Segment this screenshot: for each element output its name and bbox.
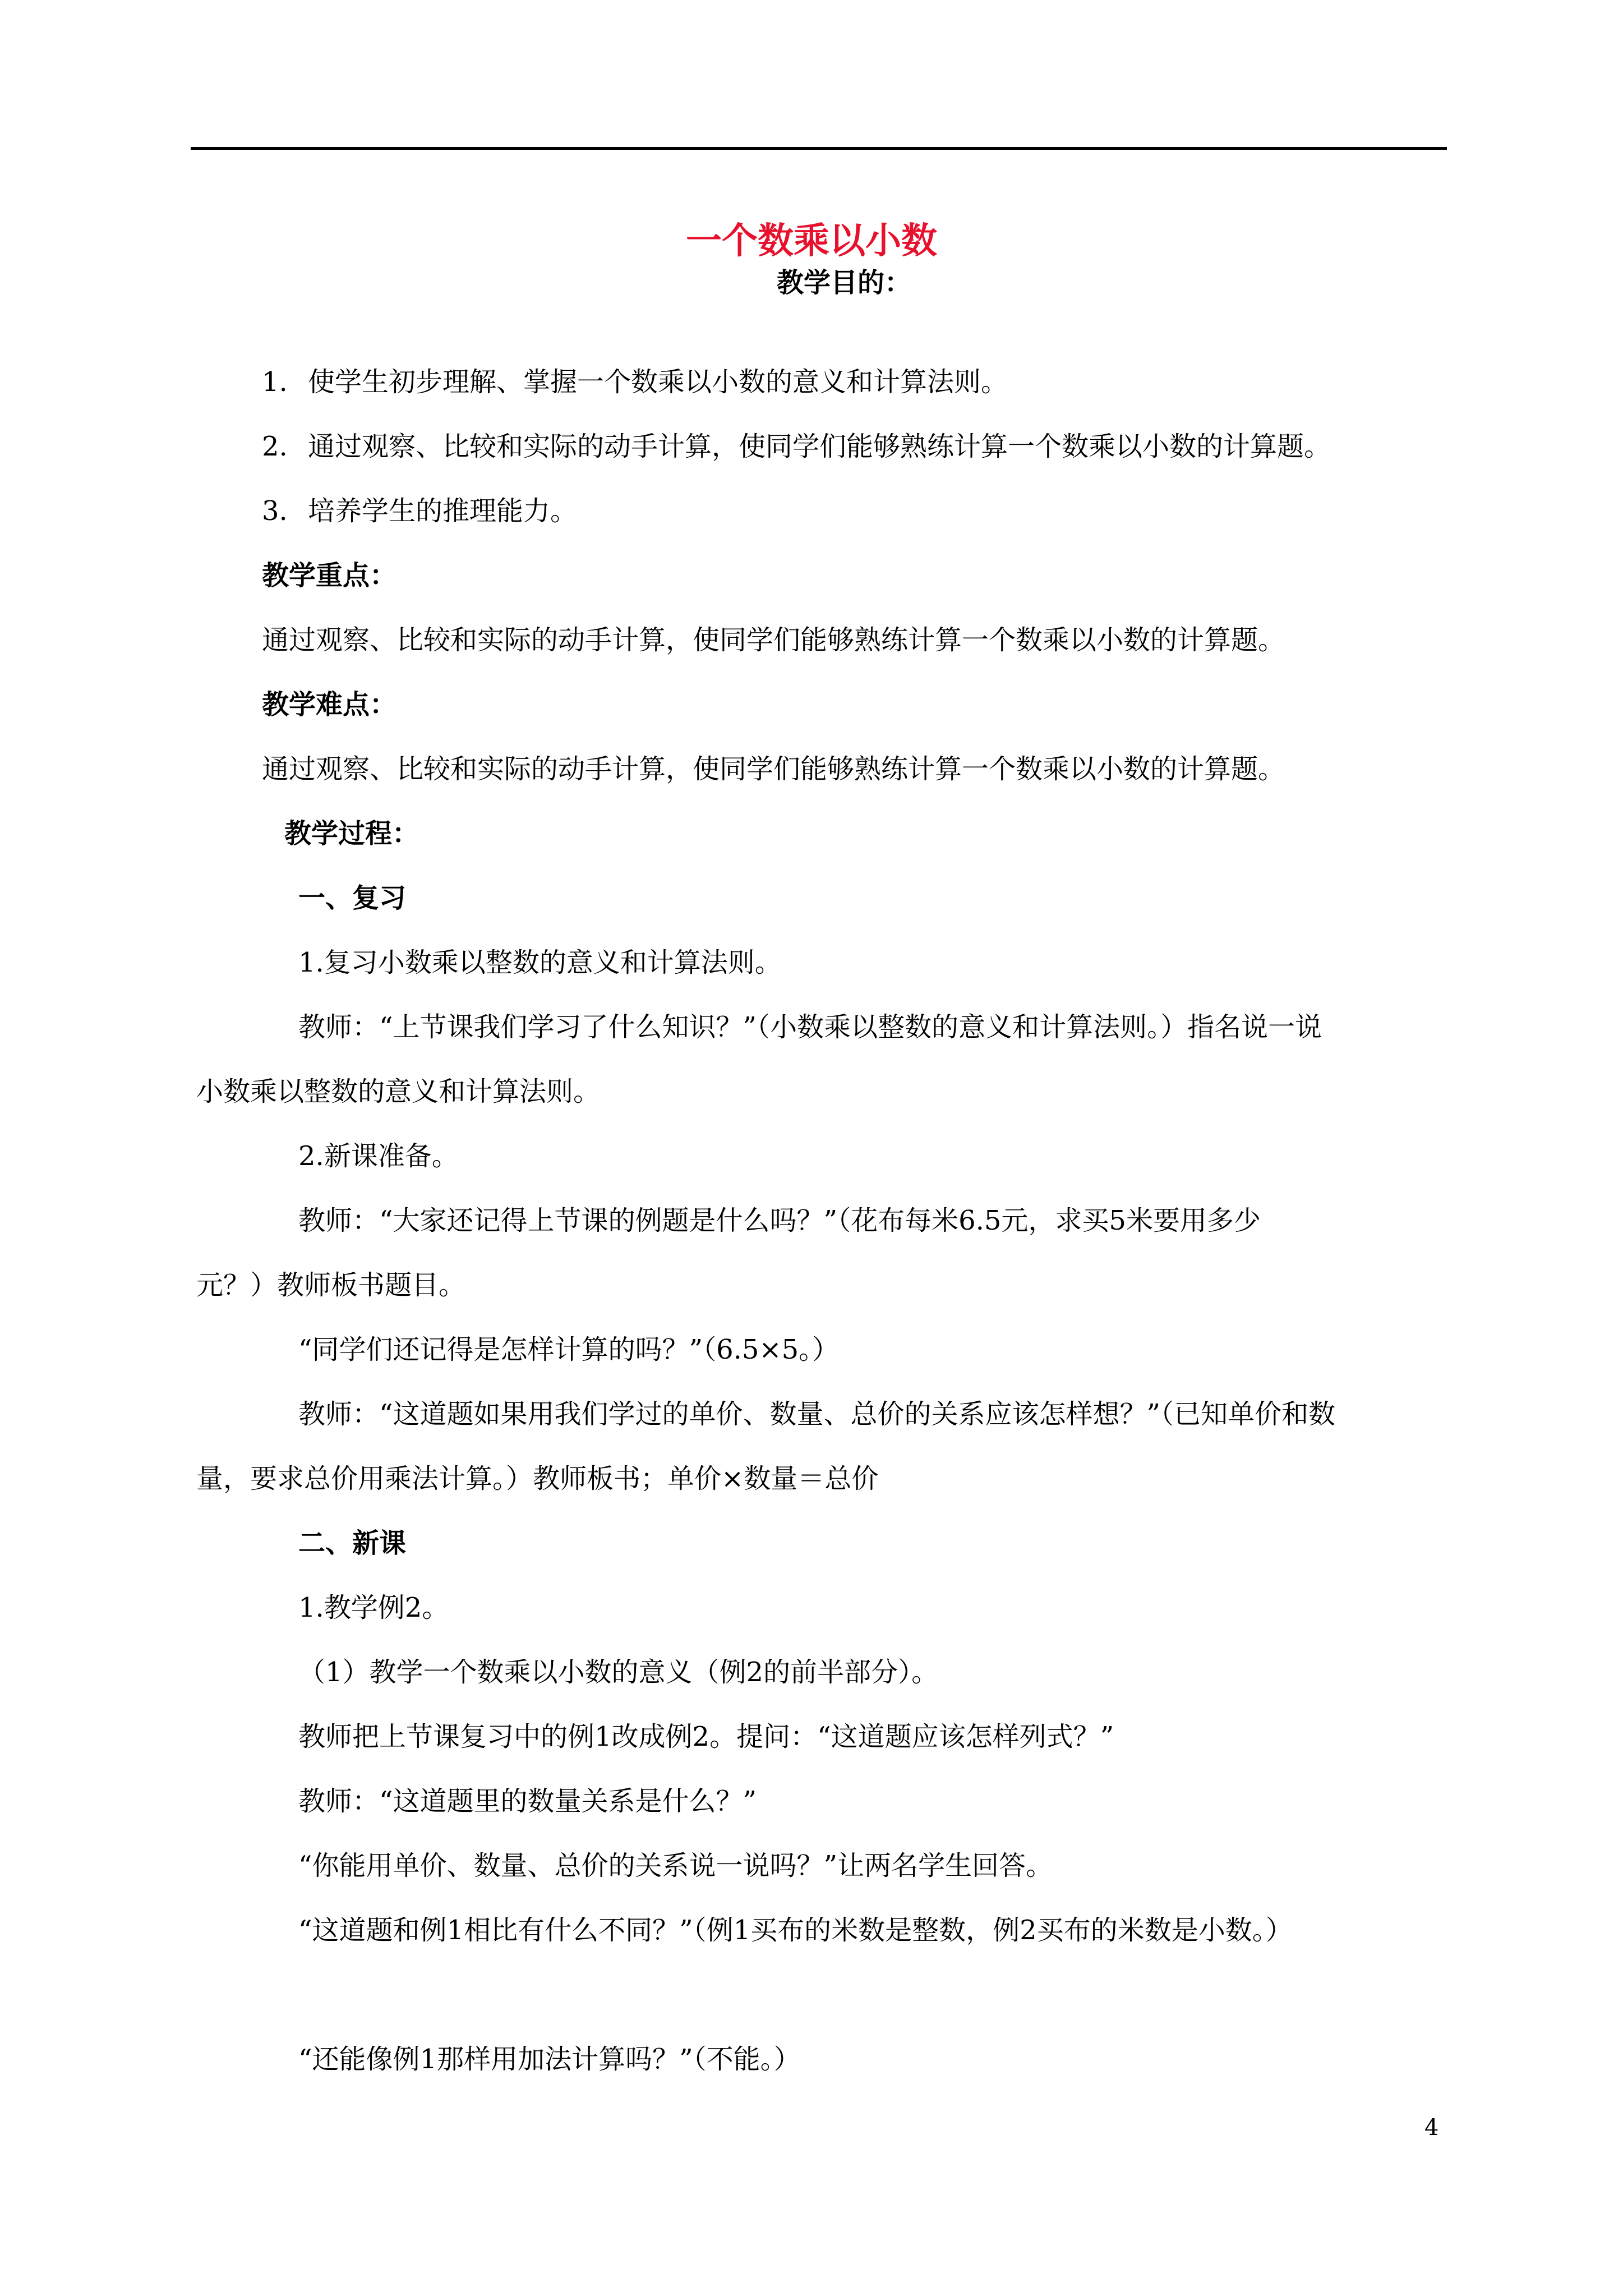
objective-item (262, 363, 1008, 401)
new-lesson-item-1: 1.教学例2。 (298, 1592, 449, 1623)
process-heading: 教学过程： (284, 818, 419, 849)
review-teacher-2-line-1: 教师：“大家还记得上节课的例题是什么吗？”（花布每米6.5元，求买5米要用多少 (298, 1205, 1261, 1236)
new-lesson-line-5: “还能像例1那样用加法计算吗？”（不能。） (298, 2044, 801, 2075)
key-point-heading: 教学重点： (262, 560, 397, 591)
objective-text: 通过观察、比较和实际的动手计算，使同学们能够熟练计算一个数乘以小数的计算题。 (308, 431, 1331, 462)
difficulty-heading: 教学难点： (262, 689, 397, 720)
review-teacher-1-line-2: 小数乘以整数的意义和计算法则。 (196, 1076, 601, 1107)
review-teacher-1-line-1: 教师：“上节课我们学习了什么知识？”（小数乘以整数的意义和计算法则。）指名说一说 (298, 1011, 1322, 1043)
objectives-heading: 教学目的： (777, 267, 912, 298)
review-heading: 一、复习 (298, 882, 407, 914)
review-item-2: 2.新课准备。 (298, 1140, 459, 1172)
objective-number: 3. (262, 495, 288, 527)
document-title: 一个数乘以小数 (686, 220, 937, 262)
objective-text: 培养学生的推理能力。 (308, 495, 578, 527)
objective-number: 1. (262, 366, 288, 398)
review-teacher-2-line-2: 元？）教师板书题目。 (196, 1269, 466, 1301)
new-lesson-line-3: “你能用单价、数量、总价的关系说一说吗？”让两名学生回答。 (298, 1850, 1053, 1881)
key-point-text: 通过观察、比较和实际的动手计算，使同学们能够熟练计算一个数乘以小数的计算题。 (262, 624, 1285, 656)
objective-number: 2. (262, 431, 288, 462)
review-teacher-3-line-2: 量，要求总价用乘法计算。）教师板书；单价×数量＝总价 (196, 1463, 879, 1494)
difficulty-text: 通过观察、比较和实际的动手计算，使同学们能够熟练计算一个数乘以小数的计算题。 (262, 753, 1285, 785)
new-lesson-line-2: 教师：“这道题里的数量关系是什么？” (298, 1786, 757, 1817)
new-lesson-heading: 二、新课 (298, 1527, 407, 1559)
review-item-1: 1.复习小数乘以整数的意义和计算法则。 (298, 947, 782, 978)
review-teacher-3-line-1: 教师：“这道题如果用我们学过的单价、数量、总价的关系应该怎样想？”（已知单价和数 (298, 1398, 1336, 1430)
objective-item (262, 427, 1331, 466)
new-lesson-line-4: “这道题和例1相比有什么不同？”（例1买布的米数是整数，例2买布的米数是小数。） (298, 1915, 1293, 1946)
review-question: “同学们还记得是怎样计算的吗？”（6.5×5。） (298, 1334, 840, 1365)
new-lesson-line-1: 教师把上节课复习中的例1改成例2。提问：“这道题应该怎样列式？” (298, 1721, 1114, 1752)
objective-text: 使学生初步理解、掌握一个数乘以小数的意义和计算法则。 (308, 366, 1008, 398)
page-number: 4 (1424, 2115, 1439, 2141)
new-lesson-sub-1: （1）教学一个数乘以小数的意义（例2的前半部分）。 (298, 1657, 939, 1688)
objective-item (262, 492, 577, 530)
header-rule (191, 147, 1447, 150)
